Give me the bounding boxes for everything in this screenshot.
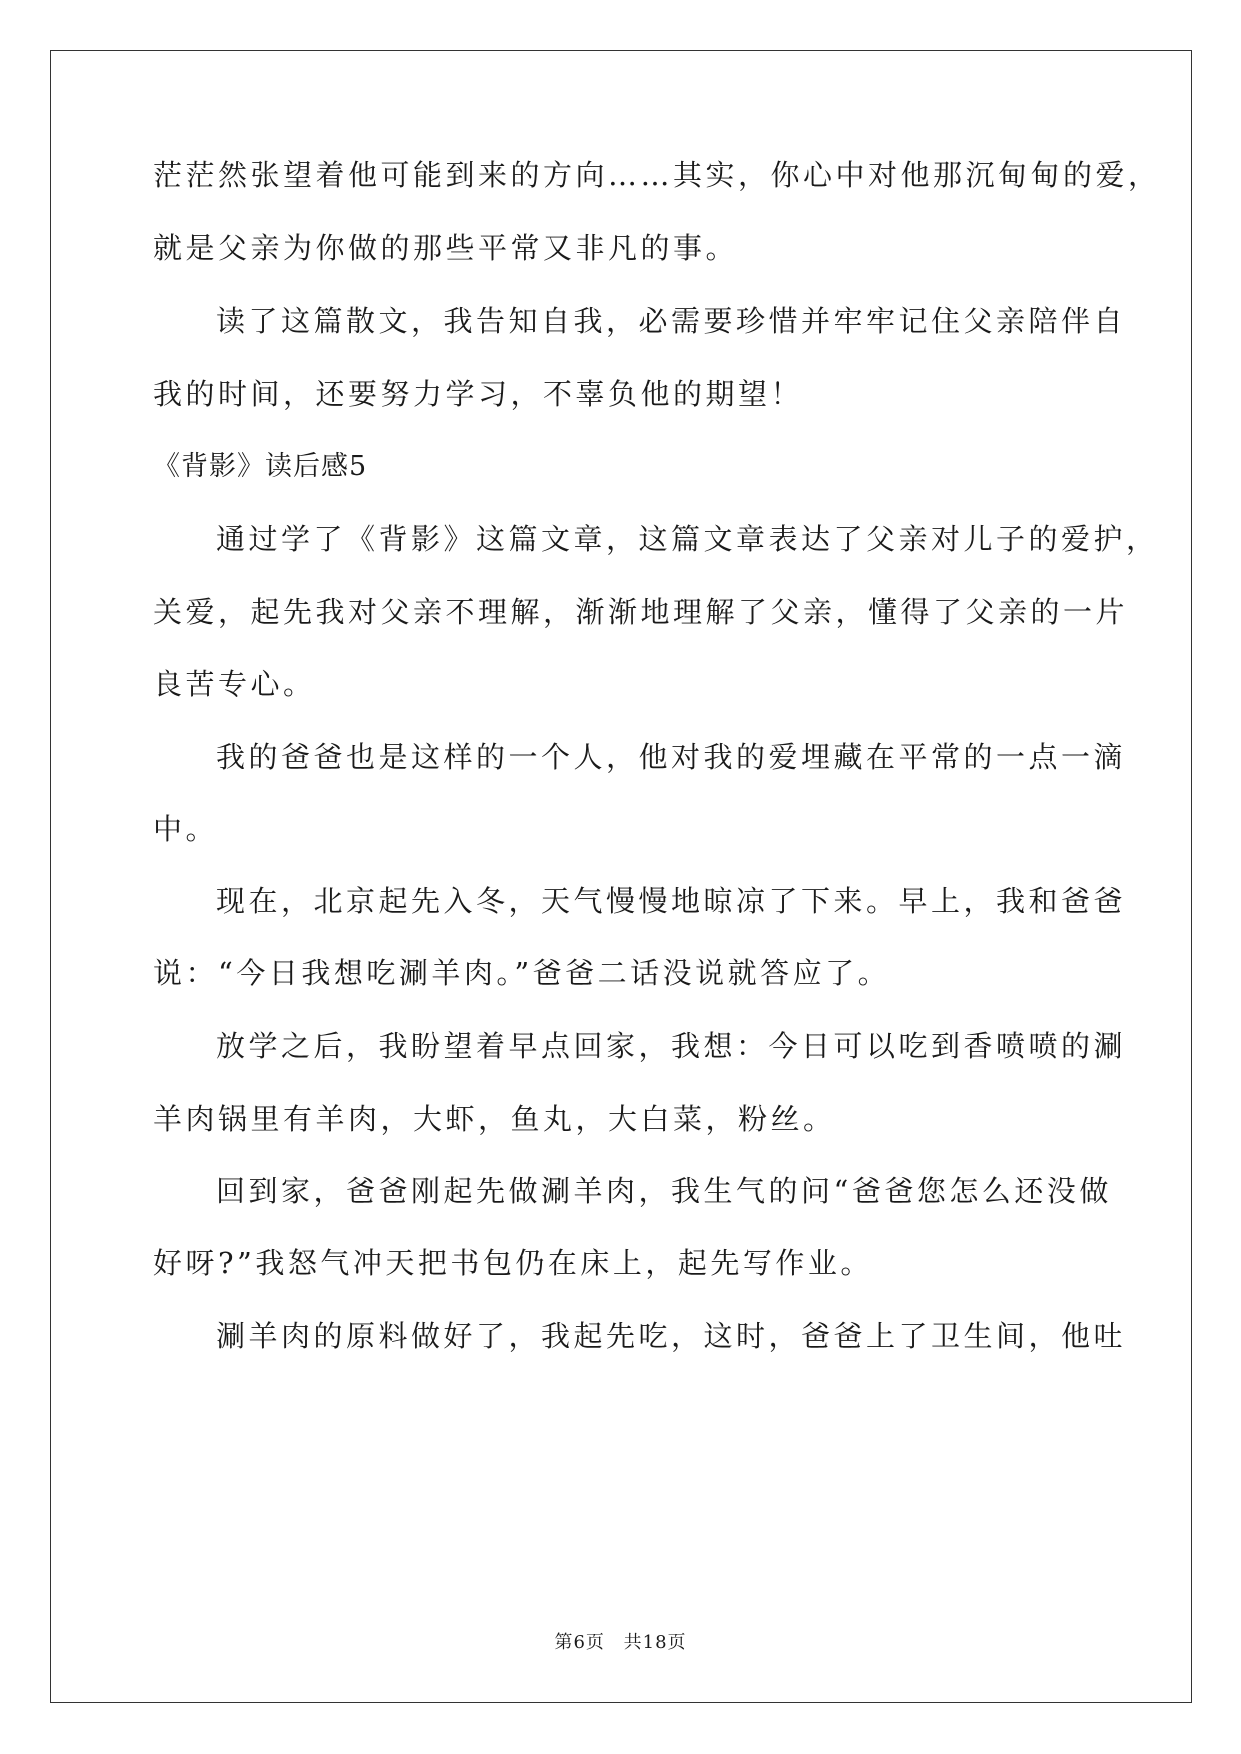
paragraph-start: 我的爸爸也是这样的一个人，他对我的爱埋藏在平常的一点一滴 xyxy=(216,740,1127,774)
page-footer xyxy=(0,1628,1241,1654)
section-heading: 《背影》读后感5 xyxy=(153,451,368,482)
page-number: 第6页 xyxy=(554,1632,605,1653)
paragraph-start: 通过学了《背影》这篇文章，这篇文章表达了父亲对儿子的爱护， xyxy=(216,522,1159,556)
text-line: 羊肉锅里有羊肉，大虾，鱼丸，大白菜，粉丝。 xyxy=(153,1102,836,1136)
paragraph-start: 放学之后，我盼望着早点回家，我想：今日可以吃到香喷喷的涮 xyxy=(216,1029,1127,1063)
paragraph-start: 现在，北京起先入冬，天气慢慢地晾凉了下来。早上，我和爸爸 xyxy=(216,884,1127,918)
text-line: 中。 xyxy=(153,812,219,846)
text-line: 好呀?”我怒气冲天把书包仍在床上，起先写作业。 xyxy=(153,1246,873,1280)
paragraph-start: 涮羊肉的原料做好了，我起先吃，这时，爸爸上了卫生间，他吐 xyxy=(216,1319,1127,1353)
text-line: 就是父亲为你做的那些平常又非凡的事。 xyxy=(153,231,739,265)
text-line: 我的时间，还要努力学习，不辜负他的期望！ xyxy=(153,377,804,411)
paragraph-start: 读了这篇散文，我告知自我，必需要珍惜并牢牢记住父亲陪伴自 xyxy=(216,304,1127,338)
text-line: 说：“今日我想吃涮羊肉。”爸爸二话没说就答应了。 xyxy=(153,956,891,990)
page-border xyxy=(50,50,1192,1703)
text-line: 茫茫然张望着他可能到来的方向……其实，你心中对他那沉甸甸的爱， xyxy=(153,158,1161,192)
page-total: 共18页 xyxy=(623,1632,687,1653)
text-line: 良苦专心。 xyxy=(153,667,316,701)
paragraph-start: 回到家，爸爸刚起先做涮羊肉，我生气的问“爸爸您怎么还没做 xyxy=(216,1174,1112,1208)
text-line: 关爱，起先我对父亲不理解，渐渐地理解了父亲，懂得了父亲的一片 xyxy=(153,595,1129,629)
